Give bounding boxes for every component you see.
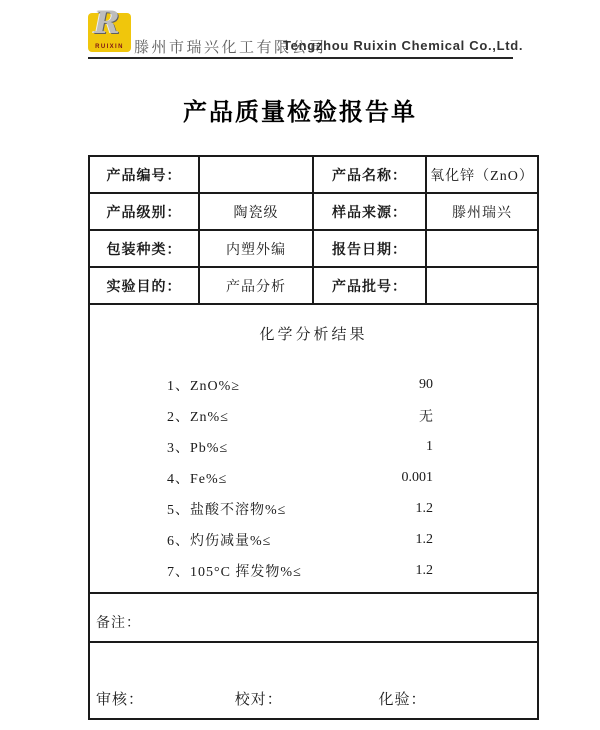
analysis-item: [167, 431, 433, 462]
test-purpose-value: 产品分析: [199, 267, 313, 304]
logo-brand-text: RUIXIN: [95, 44, 124, 50]
product-grade-value: 陶瓷级: [199, 193, 313, 230]
analysis-heading: 化学分析结果: [259, 327, 368, 343]
analysis-item-value: 0.001: [401, 469, 433, 485]
analysis-item-label: 3、Pb%≤: [167, 440, 229, 456]
analysis-item-value: 1: [426, 438, 433, 454]
analysis-item-value: 1.2: [415, 562, 433, 578]
remarks-section: [89, 593, 538, 642]
analysis-item-label: 4、Fe%≤: [167, 471, 228, 487]
proofread-label: 校对：: [234, 692, 283, 708]
analysis-item-label: 2、Zn%≤: [167, 409, 229, 425]
sample-source-label: 样品来源：: [313, 193, 426, 230]
remarks-label: 备注：: [96, 615, 141, 631]
analysis-item-label: 6、灼伤减量%≤: [167, 533, 272, 549]
product-name-value: 氧化锌（ZnO）: [426, 156, 538, 193]
batch-number-label: 产品批号：: [313, 267, 426, 304]
info-row-2: [89, 193, 538, 230]
remarks-row: [89, 593, 538, 642]
test-purpose-label: 实验目的：: [89, 267, 199, 304]
report-date-value: [426, 230, 538, 267]
test-label: 化验：: [378, 692, 427, 708]
analysis-items-list: [167, 369, 433, 586]
signoff-row: [89, 642, 538, 719]
analysis-item: [167, 369, 433, 400]
company-name-cn: 滕州市瑞兴化工有限公司: [134, 40, 327, 56]
company-name-en: Tengzhou Ruixin Chemical Co.,Ltd.: [283, 38, 524, 53]
analysis-item: [167, 493, 433, 524]
analysis-item-value: 90: [419, 376, 433, 392]
company-logo: [88, 5, 131, 52]
analysis-item: [167, 462, 433, 493]
product-grade-label: 产品级别：: [89, 193, 199, 230]
packaging-type-label: 包装种类：: [89, 230, 199, 267]
sample-source-value: 滕州瑞兴: [426, 193, 538, 230]
analysis-item-label: 1、ZnO%≥: [167, 378, 241, 394]
info-row-1: [89, 156, 538, 193]
report-table: [88, 155, 539, 720]
analysis-item: [167, 555, 433, 586]
logo-r-monogram-icon: R: [94, 5, 120, 41]
analysis-item: [167, 400, 433, 431]
analysis-row: [89, 304, 538, 593]
analysis-item-value: 1.2: [415, 500, 433, 516]
analysis-item-value: 无: [419, 409, 433, 425]
report-date-label: 报告日期：: [313, 230, 426, 267]
analysis-section: [89, 304, 538, 593]
info-row-3: [89, 230, 538, 267]
review-label: 审核：: [96, 692, 145, 708]
analysis-item: [167, 524, 433, 555]
header-divider: [88, 57, 513, 59]
info-row-4: [89, 267, 538, 304]
batch-number-value: [426, 267, 538, 304]
signoff-section: [89, 642, 538, 719]
analysis-item-label: 5、盐酸不溶物%≤: [167, 502, 287, 518]
page-title: 产品质量检验报告单: [183, 99, 417, 126]
product-number-value: [199, 156, 313, 193]
signoff-labels: [90, 652, 537, 709]
packaging-type-value: 内塑外编: [199, 230, 313, 267]
analysis-item-value: 1.2: [415, 531, 433, 547]
product-number-label: 产品编号：: [89, 156, 199, 193]
product-name-label: 产品名称：: [313, 156, 426, 193]
analysis-item-label: 7、105°C 挥发物%≤: [167, 564, 302, 580]
